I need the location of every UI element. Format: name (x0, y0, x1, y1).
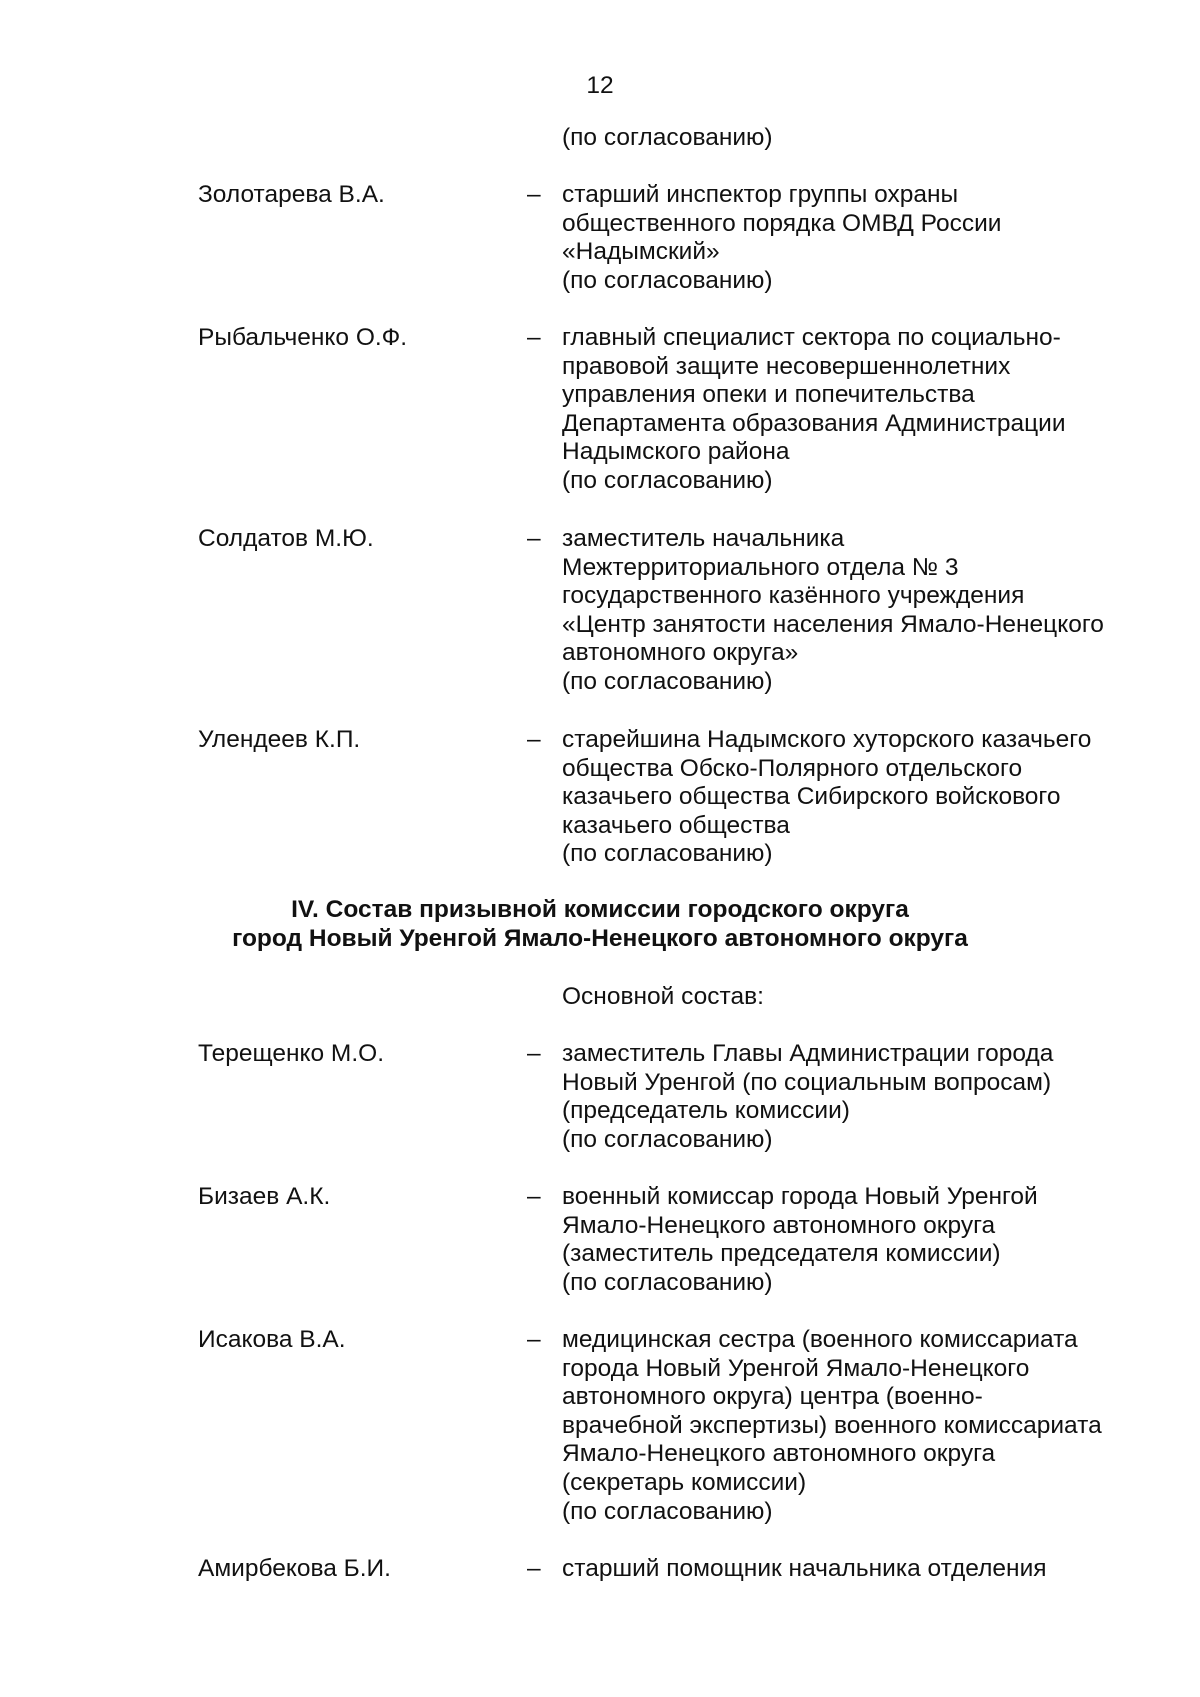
position-line: (председатель комиссии) (562, 1097, 850, 1125)
dash: – (527, 1555, 541, 1582)
page-number: 12 (586, 72, 614, 99)
member-name: Терещенко М.О. (198, 1040, 385, 1067)
member-position (562, 1183, 1162, 1297)
position-line: общественного порядка ОМВД России (562, 209, 1002, 237)
position-line: правовой защите несовершеннолетних (562, 352, 1011, 380)
position-line: города Новый Уренгой Ямало-Ненецкого (562, 1354, 1030, 1382)
dash: – (527, 181, 541, 208)
position-line: (по согласованию) (562, 840, 773, 868)
position-line: военный комиссар города Новый Уренгой (562, 1183, 1038, 1210)
position-line: главный специалист сектора по социально- (562, 324, 1061, 351)
dash: – (527, 1326, 541, 1353)
member-position (562, 726, 1162, 869)
position-line: государственного казённого учреждения (562, 582, 1025, 610)
position-line: Ямало-Ненецкого автономного округа (562, 1440, 996, 1468)
member-position (562, 525, 1162, 697)
position-line: казачьего общества Сибирского войскового (562, 783, 1061, 811)
position-line: старший помощник начальника отделения (562, 1555, 1047, 1582)
section-heading-line: город Новый Уренгой Ямало-Ненецкого автономного округа (232, 924, 968, 952)
member-name: Улендеев К.П. (198, 726, 361, 753)
member-name: Амирбекова Б.И. (198, 1555, 391, 1582)
position-line: (по согласованию) (562, 266, 773, 294)
position-line: «Надымский» (562, 238, 720, 266)
position-line: (секретарь комиссии) (562, 1468, 807, 1496)
position-line: казачьего общества (562, 811, 790, 839)
section-heading-line: IV. Состав призывной комиссии городского округа (291, 896, 909, 923)
member-name: Исакова В.А. (198, 1326, 346, 1353)
member-name: Солдатов М.Ю. (198, 525, 374, 552)
member-position (562, 324, 1162, 496)
member-position (562, 1040, 1162, 1154)
position-line: (заместитель председателя комиссии) (562, 1240, 1001, 1268)
member-position (562, 181, 1162, 295)
position-line: (по согласованию) (562, 1268, 773, 1296)
position-line: врачебной экспертизы) военного комиссариата (562, 1411, 1102, 1439)
position-line: Ямало-Ненецкого автономного округа (562, 1211, 996, 1239)
position-line: Новый Уренгой (по социальным вопросам) (562, 1068, 1052, 1096)
member-position (562, 1555, 1162, 1584)
position-line: Департамента образования Администрации (562, 409, 1066, 437)
member-name: Бизаев А.К. (198, 1183, 331, 1210)
position-line: Надымского района (562, 438, 790, 466)
position-line: старший инспектор группы охраны (562, 181, 959, 208)
member-position (562, 1326, 1162, 1526)
position-line: медицинская сестра (военного комиссариата (562, 1326, 1078, 1353)
dash: – (527, 525, 541, 552)
position-line: (по согласованию) (562, 1497, 773, 1525)
position-line: (по согласованию) (562, 1125, 773, 1153)
position-line: общества Обско-Полярного отдельского (562, 754, 1023, 782)
position-line: (по согласованию) (562, 466, 773, 494)
dash: – (527, 726, 541, 753)
position-line: заместитель начальника (562, 525, 845, 552)
position-line: «Центр занятости населения Ямало-Ненецкого (562, 610, 1104, 638)
section-heading (0, 896, 1200, 953)
position-line: старейшина Надымского хуторского казачьего (562, 726, 1092, 753)
dash: – (527, 1040, 541, 1067)
continuation-note: (по согласованию) (562, 124, 773, 151)
position-line: управления опеки и попечительства (562, 381, 975, 409)
member-name: Рыбальченко О.Ф. (198, 324, 408, 351)
position-line: заместитель Главы Администрации города (562, 1040, 1054, 1067)
dash: – (527, 324, 541, 351)
member-name: Золотарева В.А. (198, 181, 385, 208)
position-line: автономного округа) центра (военно- (562, 1383, 983, 1411)
position-line: Межтерриториального отдела № 3 (562, 553, 959, 581)
position-line: (по согласованию) (562, 667, 773, 695)
dash: – (527, 1183, 541, 1210)
section-subheading: Основной состав: (562, 983, 764, 1010)
position-line: автономного округа» (562, 639, 799, 667)
